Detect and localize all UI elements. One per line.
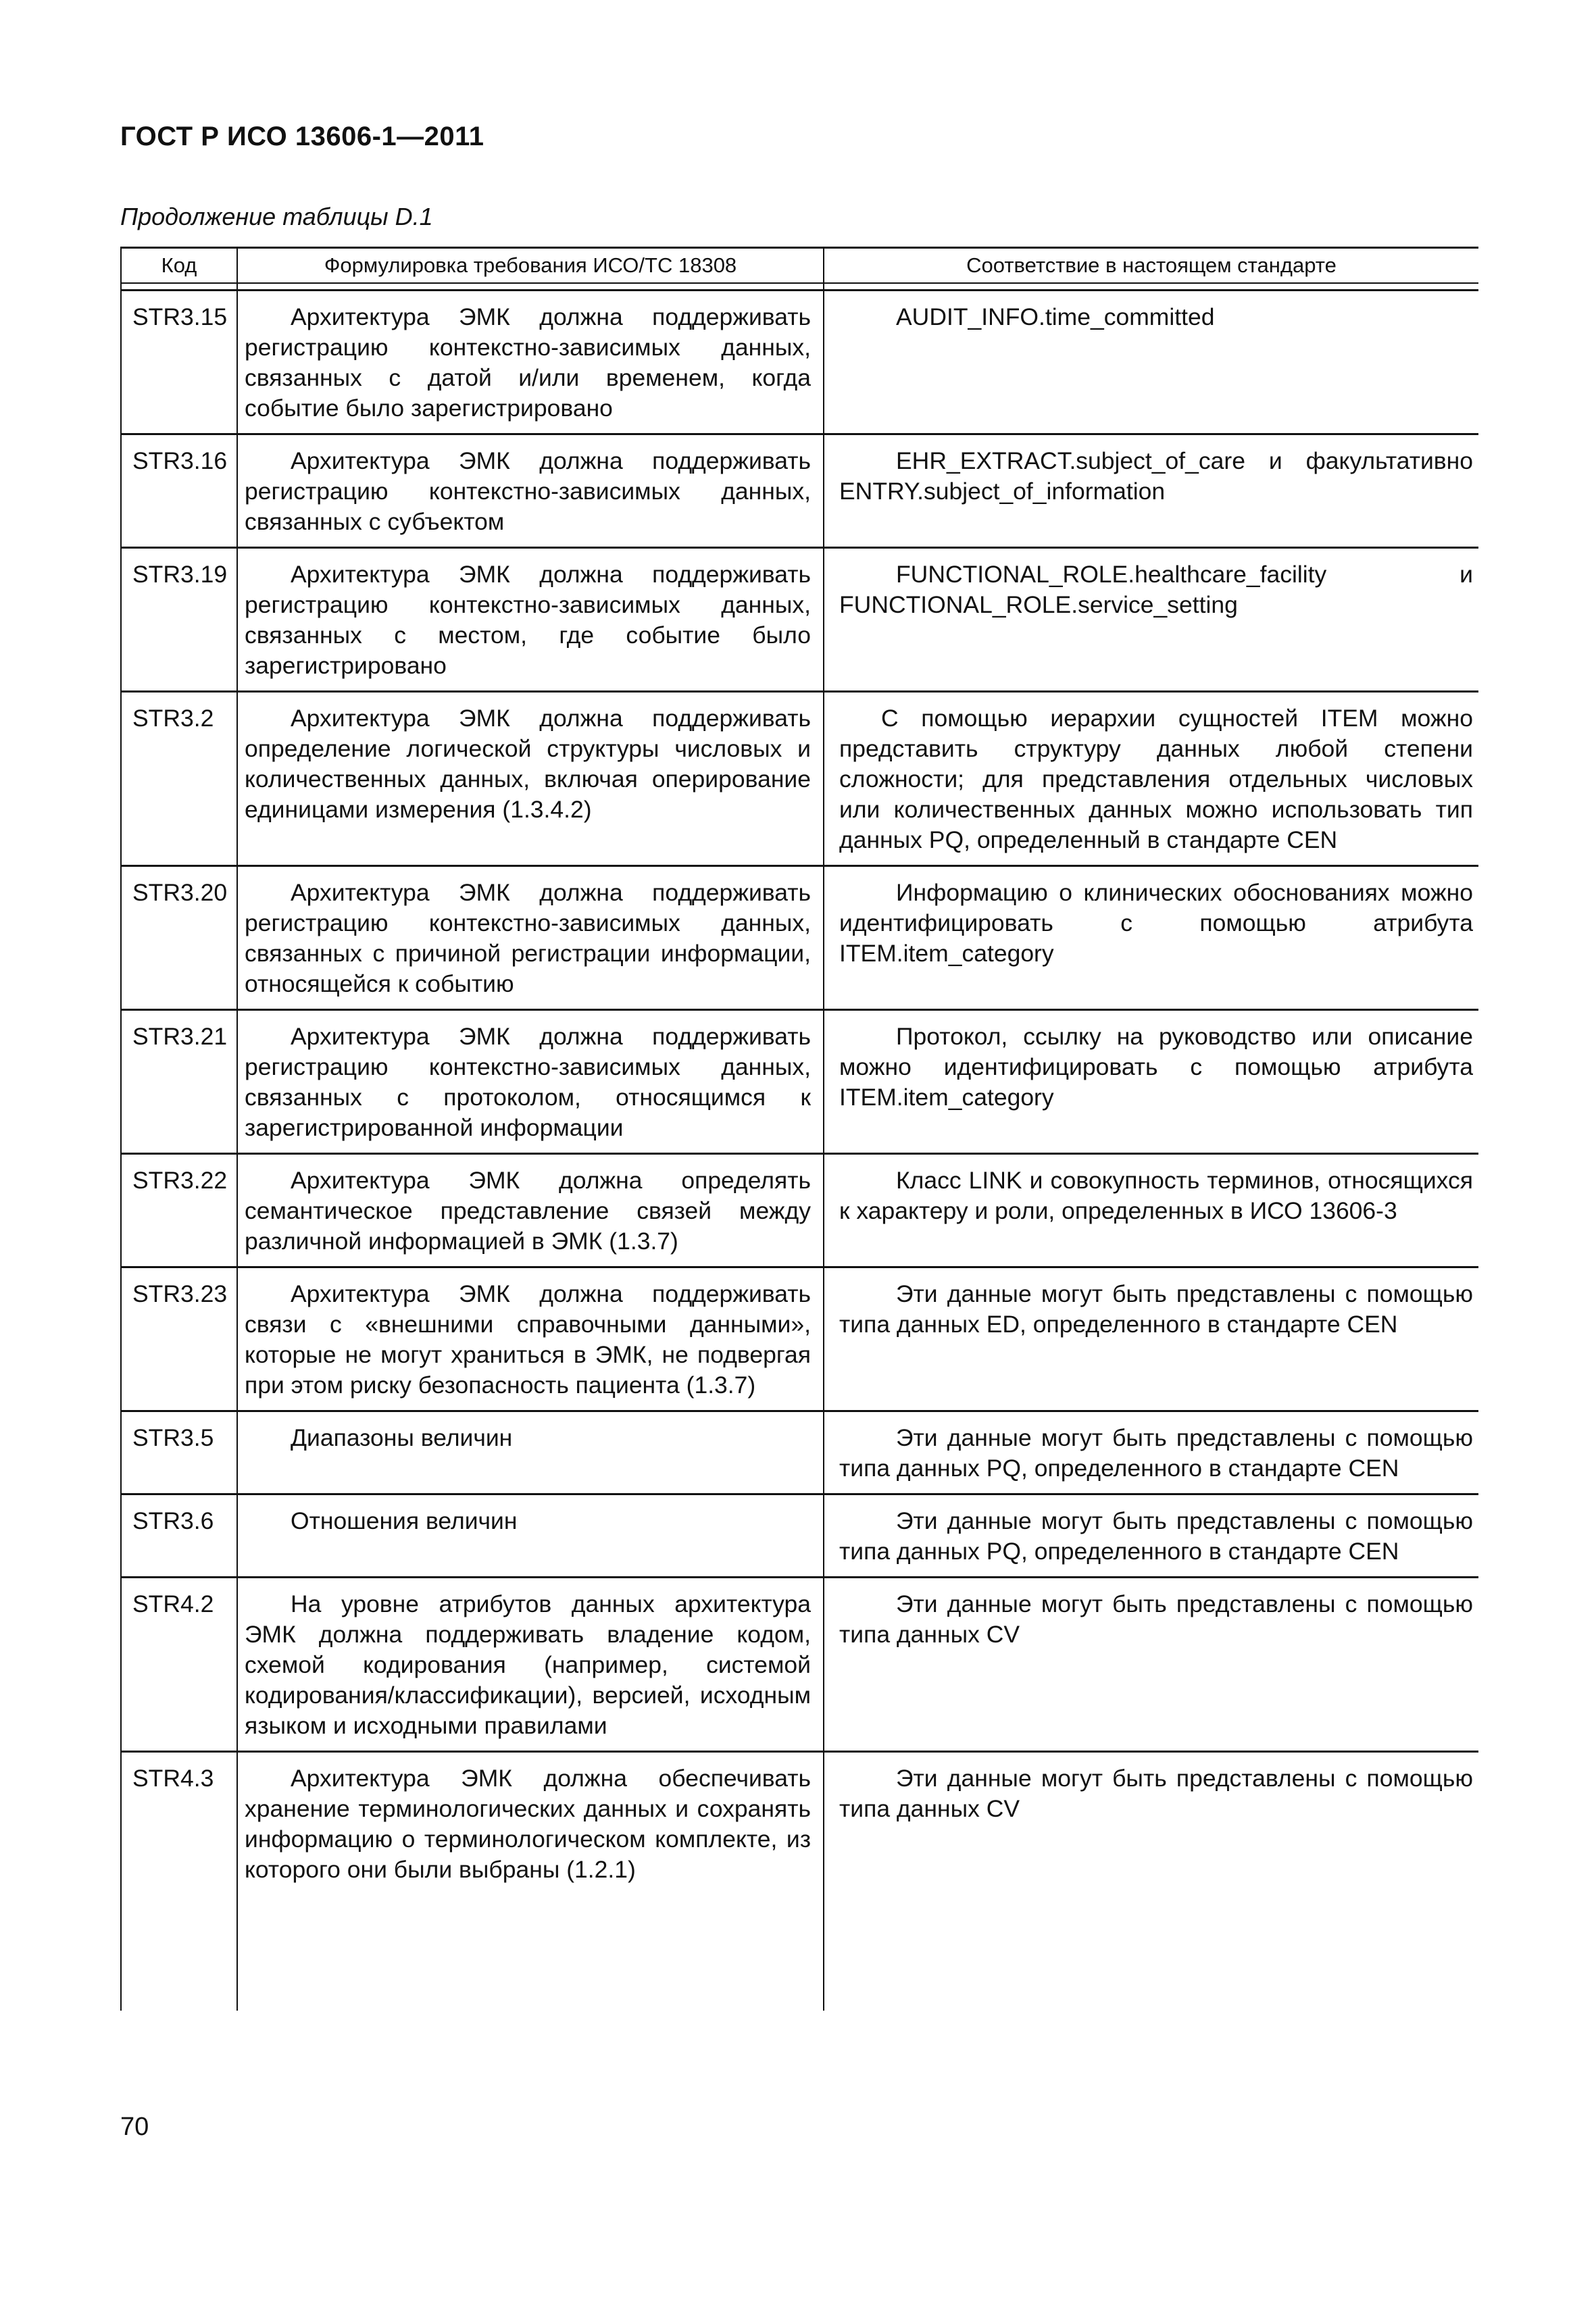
row-conformance: Эти данные могут быть представлены с помощью типа данных PQ, определенного в стандарте CEN <box>824 1411 1478 1494</box>
table-row <box>121 1752 1478 2011</box>
table-caption: Продолжение таблицы D.1 <box>120 203 433 230</box>
table-row <box>121 1578 1478 1752</box>
row-code: STR3.22 <box>121 1154 237 1267</box>
table-row <box>121 434 1478 548</box>
row-code: STR3.16 <box>121 434 237 548</box>
row-code: STR3.20 <box>121 866 237 1010</box>
row-conformance: С помощью иерархии сущностей ITEM можно представить структуру данных любой степени сложности; для представления отдельных числовых или количественных данных можно использовать тип данных PQ, определенный в стандарте CEN <box>824 692 1478 866</box>
row-conformance: Эти данные могут быть представлены с помощью типа данных PQ, определенного в стандарте CEN <box>824 1494 1478 1578</box>
row-requirement: Архитектура ЭМК должна поддерживать регистрацию контекстно-зависимых данных, связанных с протоколом, относящимся к зарегистрированной информации <box>237 1010 824 1154</box>
requirements-table <box>120 247 1478 2011</box>
table-row <box>121 1494 1478 1578</box>
requirements-table-container <box>120 247 1478 2081</box>
row-code: STR3.21 <box>121 1010 237 1154</box>
table-row <box>121 866 1478 1010</box>
row-code: STR3.2 <box>121 692 237 866</box>
header-double-rule <box>121 283 1478 291</box>
row-code: STR3.19 <box>121 548 237 692</box>
column-header-requirement: Формулировка требования ИСО/ТС 18308 <box>237 248 824 284</box>
row-conformance: EHR_EXTRACT.subject_of_care и факультативно ENTRY.subject_of_information <box>824 434 1478 548</box>
row-requirement: Архитектура ЭМК должна поддерживать регистрацию контекстно-зависимых данных, связанных с субъектом <box>237 434 824 548</box>
row-code: STR3.23 <box>121 1267 237 1411</box>
page-number: 70 <box>120 2113 149 2141</box>
row-conformance: Эти данные могут быть представлены с помощью типа данных CV <box>824 1752 1478 2011</box>
table-row <box>121 548 1478 692</box>
row-requirement: Диапазоны величин <box>237 1411 824 1494</box>
table-row <box>121 1411 1478 1494</box>
row-conformance: Эти данные могут быть представлены с помощью типа данных ED, определенного в стандарте CEN <box>824 1267 1478 1411</box>
column-header-conformance: Соответствие в настоящем стандарте <box>824 248 1478 284</box>
row-conformance: AUDIT_INFO.time_committed <box>824 291 1478 434</box>
row-requirement: Отношения величин <box>237 1494 824 1578</box>
column-header-code: Код <box>121 248 237 284</box>
row-code: STR4.2 <box>121 1578 237 1752</box>
row-conformance: Информацию о клинических обоснованиях можно идентифицировать с помощью атрибута ITEM.item_category <box>824 866 1478 1010</box>
row-conformance: Класс LINK и совокупность терминов, относящихся к характеру и роли, определенных в ИСО 13606-3 <box>824 1154 1478 1267</box>
row-requirement: Архитектура ЭМК должна поддерживать определение логической структуры числовых и количественных данных, включая оперирование единицами измерения (1.3.4.2) <box>237 692 824 866</box>
row-conformance: Протокол, ссылку на руководство или описание можно идентифицировать с помощью атрибута ITEM.item_category <box>824 1010 1478 1154</box>
row-code: STR3.5 <box>121 1411 237 1494</box>
table-row <box>121 291 1478 434</box>
table-row <box>121 1267 1478 1411</box>
row-code: STR3.15 <box>121 291 237 434</box>
row-code: STR3.6 <box>121 1494 237 1578</box>
row-requirement: Архитектура ЭМК должна поддерживать регистрацию контекстно-зависимых данных, связанных с местом, где событие было зарегистрировано <box>237 548 824 692</box>
row-requirement: Архитектура ЭМК должна поддерживать связи с «внешними справочными данными», которые не могут храниться в ЭМК, не подвергая при этом риску безопасность пациента (1.3.7) <box>237 1267 824 1411</box>
table-row <box>121 692 1478 866</box>
row-requirement: На уровне атрибутов данных архитектура ЭМК должна поддерживать владение кодом, схемой кодирования (например, системой кодирования/классификации), версией, исходным языком и исходными правилами <box>237 1578 824 1752</box>
row-requirement: Архитектура ЭМК должна обеспечивать хранение терминологических данных и сохранять информацию о терминологическом комплекте, из которого они были выбраны (1.2.1) <box>237 1752 824 2011</box>
document-header: ГОСТ Р ИСО 13606-1—2011 <box>120 122 484 151</box>
table-row <box>121 1154 1478 1267</box>
row-conformance: FUNCTIONAL_ROLE.healthcare_facility и FUNCTIONAL_ROLE.service_setting <box>824 548 1478 692</box>
row-code: STR4.3 <box>121 1752 237 2011</box>
row-conformance: Эти данные могут быть представлены с помощью типа данных CV <box>824 1578 1478 1752</box>
table-row <box>121 1010 1478 1154</box>
row-requirement: Архитектура ЭМК должна поддерживать регистрацию контекстно-зависимых данных, связанных с датой и/или временем, когда событие было зарегистрировано <box>237 291 824 434</box>
row-requirement: Архитектура ЭМК должна определять семантическое представление связей между различной информацией в ЭМК (1.3.7) <box>237 1154 824 1267</box>
table-header-row <box>121 248 1478 284</box>
row-requirement: Архитектура ЭМК должна поддерживать регистрацию контекстно-зависимых данных, связанных с причиной регистрации информации, относящейся к событию <box>237 866 824 1010</box>
